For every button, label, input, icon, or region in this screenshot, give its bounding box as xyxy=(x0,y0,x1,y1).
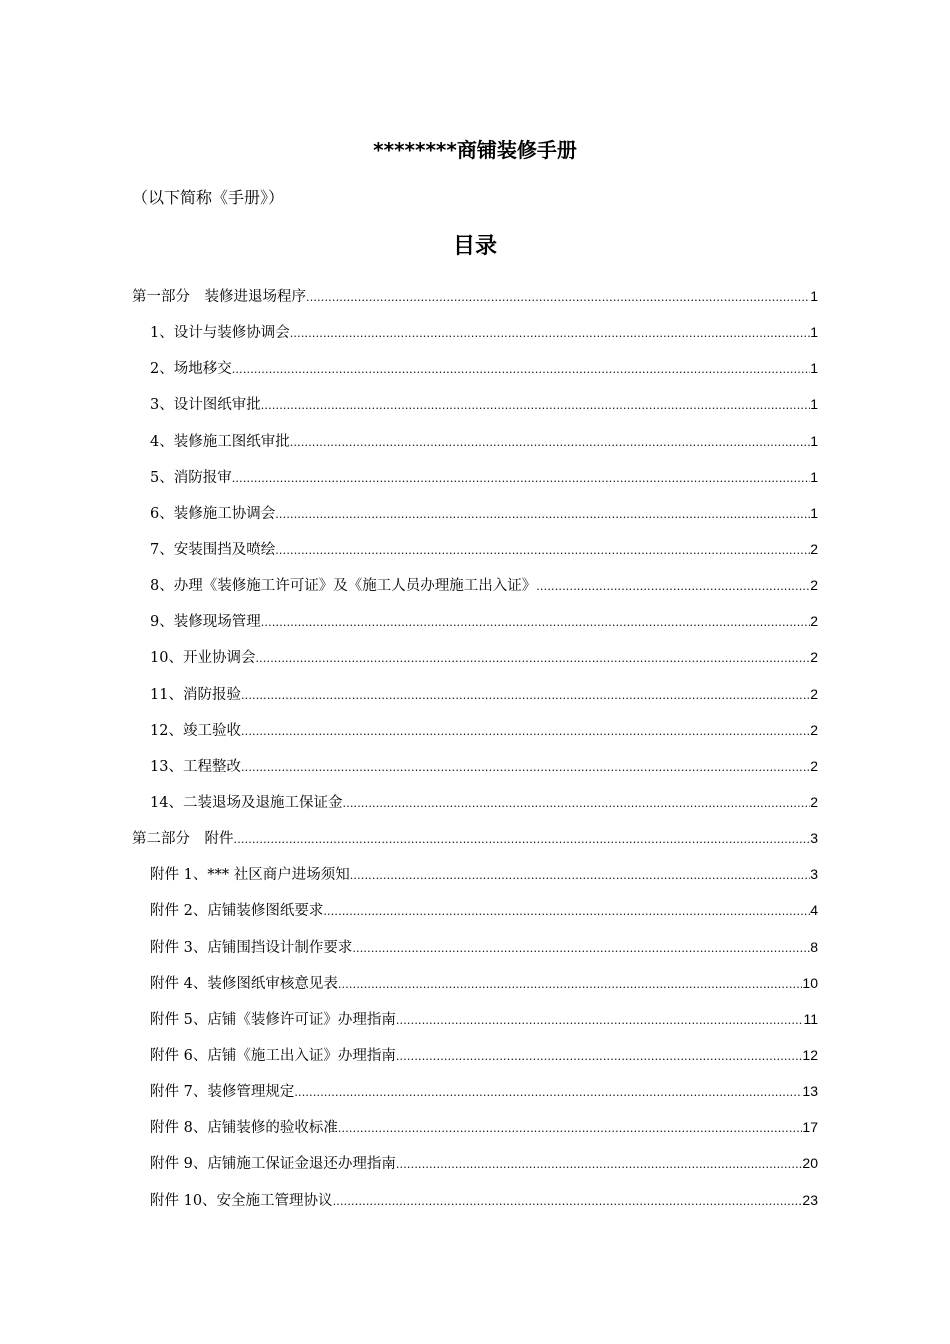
toc-dot-leader xyxy=(396,1044,803,1070)
toc-page-number: 2 xyxy=(810,721,818,738)
toc-page-number: 2 xyxy=(810,540,818,557)
table-of-contents xyxy=(132,283,818,1223)
toc-page-number: 8 xyxy=(810,938,818,955)
toc-entry-label: 12、竣工验收 xyxy=(150,722,241,739)
toc-section-entry[interactable] xyxy=(132,283,818,319)
toc-entry[interactable] xyxy=(132,1006,818,1042)
toc-page-number: 11 xyxy=(803,1010,818,1027)
toc-dot-leader xyxy=(350,863,811,889)
toc-dot-leader xyxy=(290,430,810,456)
toc-page-number: 20 xyxy=(802,1155,818,1172)
toc-entry-label: 4、装修施工图纸审批 xyxy=(150,433,290,450)
toc-entry[interactable] xyxy=(132,1078,818,1114)
toc-dot-leader xyxy=(290,321,810,347)
toc-entry[interactable] xyxy=(132,717,818,753)
toc-dot-leader xyxy=(261,610,810,636)
toc-dot-leader xyxy=(352,936,810,962)
toc-page-number: 2 xyxy=(810,757,818,774)
toc-page-number: 23 xyxy=(802,1191,818,1208)
toc-page-number: 2 xyxy=(810,649,818,666)
toc-dot-leader xyxy=(241,755,810,781)
toc-entry[interactable] xyxy=(132,319,818,355)
toc-entry-label: 13、工程整改 xyxy=(150,758,241,775)
toc-dot-leader xyxy=(275,538,810,564)
toc-page-number: 1 xyxy=(810,324,818,341)
toc-page-number: 13 xyxy=(802,1083,818,1100)
toc-entry-label: 附件 7、装修管理规定 xyxy=(150,1084,295,1101)
toc-dot-leader xyxy=(241,683,810,709)
toc-section-entry[interactable] xyxy=(132,825,818,861)
toc-dot-leader xyxy=(232,466,810,492)
toc-page-number: 1 xyxy=(810,396,818,413)
toc-heading: 目录 xyxy=(452,234,497,259)
toc-entry[interactable] xyxy=(132,681,818,717)
toc-entry[interactable] xyxy=(132,1114,818,1150)
toc-entry-label: 附件 8、店铺装修的验收标准 xyxy=(150,1120,338,1137)
toc-entry[interactable] xyxy=(132,861,818,897)
toc-entry[interactable] xyxy=(132,428,818,464)
toc-entry[interactable] xyxy=(132,608,818,644)
toc-dot-leader xyxy=(338,1116,803,1142)
toc-entry[interactable] xyxy=(132,1042,818,1078)
toc-entry[interactable] xyxy=(132,1187,818,1223)
toc-entry-label: 6、装修施工协调会 xyxy=(150,505,276,522)
toc-page-number: 1 xyxy=(810,360,818,377)
toc-entry[interactable] xyxy=(132,572,818,608)
toc-entry-label: 7、安装围挡及喷绘 xyxy=(150,541,276,558)
toc-dot-leader xyxy=(261,393,810,419)
toc-entry-label: 附件 2、店铺装修图纸要求 xyxy=(150,903,324,920)
document-subtitle: （以下简称《手册》） xyxy=(132,188,285,207)
toc-entry[interactable] xyxy=(132,536,818,572)
toc-page-number: 2 xyxy=(810,685,818,702)
toc-page-number: 2 xyxy=(810,613,818,630)
toc-entry[interactable] xyxy=(132,644,818,680)
toc-entry-label: 附件 10、安全施工管理协议 xyxy=(150,1192,333,1209)
toc-dot-leader xyxy=(275,502,810,528)
toc-page-number: 3 xyxy=(810,830,818,847)
toc-page-number: 1 xyxy=(810,468,818,485)
toc-page-number: 12 xyxy=(802,1046,818,1063)
toc-dot-leader xyxy=(536,574,810,600)
toc-entry[interactable] xyxy=(132,970,818,1006)
toc-page-number: 3 xyxy=(810,866,818,883)
toc-dot-leader xyxy=(396,1152,803,1178)
toc-dot-leader xyxy=(255,646,810,672)
toc-entry-label: 3、设计图纸审批 xyxy=(150,397,261,414)
toc-dot-leader xyxy=(333,1189,803,1215)
toc-dot-leader xyxy=(241,719,810,745)
toc-entry[interactable] xyxy=(132,753,818,789)
toc-page-number: 2 xyxy=(810,577,818,594)
toc-dot-leader xyxy=(396,1008,804,1034)
toc-entry-label: 14、二装退场及退施工保证金 xyxy=(150,794,343,811)
toc-page-number: 1 xyxy=(810,432,818,449)
toc-entry-label: 2、场地移交 xyxy=(150,361,232,378)
toc-entry-label: 5、消防报审 xyxy=(150,469,232,486)
toc-entry-label: 附件 1、*** 社区商户进场须知 xyxy=(150,867,350,884)
toc-entry-label: 1、设计与装修协调会 xyxy=(150,325,290,342)
toc-entry-label: 10、开业协调会 xyxy=(150,650,256,667)
toc-entry[interactable] xyxy=(132,897,818,933)
toc-entry[interactable] xyxy=(132,789,818,825)
toc-dot-leader xyxy=(234,827,811,853)
toc-entry-label: 9、装修现场管理 xyxy=(150,614,261,631)
toc-entry-label: 附件 6、店铺《施工出入证》办理指南 xyxy=(150,1047,396,1064)
document-title: ********商铺装修手册 xyxy=(373,138,577,162)
toc-entry[interactable] xyxy=(132,391,818,427)
toc-entry-label: 8、办理《装修施工许可证》及《施工人员办理施工出入证》 xyxy=(150,578,537,595)
toc-page-number: 2 xyxy=(810,793,818,810)
toc-page-number: 4 xyxy=(810,902,818,919)
toc-entry-label: 附件 5、店铺《装修许可证》办理指南 xyxy=(150,1011,396,1028)
toc-dot-leader xyxy=(323,899,810,925)
toc-entry-label: 11、消防报验 xyxy=(150,686,241,703)
toc-entry[interactable] xyxy=(132,355,818,391)
toc-entry[interactable] xyxy=(132,500,818,536)
toc-entry-label: 第二部分 附件 xyxy=(132,831,234,848)
toc-entry[interactable] xyxy=(132,1150,818,1186)
toc-entry[interactable] xyxy=(132,464,818,500)
toc-dot-leader xyxy=(306,285,810,311)
toc-dot-leader xyxy=(294,1080,802,1106)
toc-dot-leader xyxy=(338,972,803,998)
toc-page-number: 1 xyxy=(810,288,818,304)
toc-page-number: 10 xyxy=(802,974,818,991)
toc-dot-leader xyxy=(342,791,810,817)
toc-entry-label: 附件 3、店铺围挡设计制作要求 xyxy=(150,939,353,956)
toc-entry-label: 第一部分 装修进退场程序 xyxy=(132,289,306,305)
toc-dot-leader xyxy=(232,357,810,383)
toc-entry[interactable] xyxy=(132,934,818,970)
toc-entry-label: 附件 9、店铺施工保证金退还办理指南 xyxy=(150,1156,396,1173)
toc-entry-label: 附件 4、装修图纸审核意见表 xyxy=(150,975,338,992)
toc-page-number: 1 xyxy=(810,504,818,521)
toc-page-number: 17 xyxy=(802,1119,818,1136)
